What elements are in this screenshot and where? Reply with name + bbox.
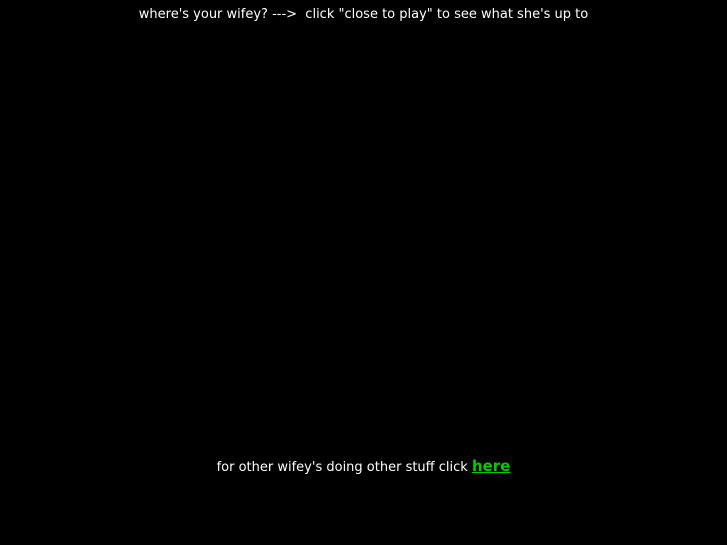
game-stage (0, 28, 727, 448)
footer-caption (0, 457, 727, 477)
top-caption: where's your wifey? ---> click "close to play" to see what she's up to (138, 7, 589, 22)
here-link[interactable]: here (471, 457, 511, 475)
footer-text: for other wifey's doing other stuff click (216, 460, 472, 475)
